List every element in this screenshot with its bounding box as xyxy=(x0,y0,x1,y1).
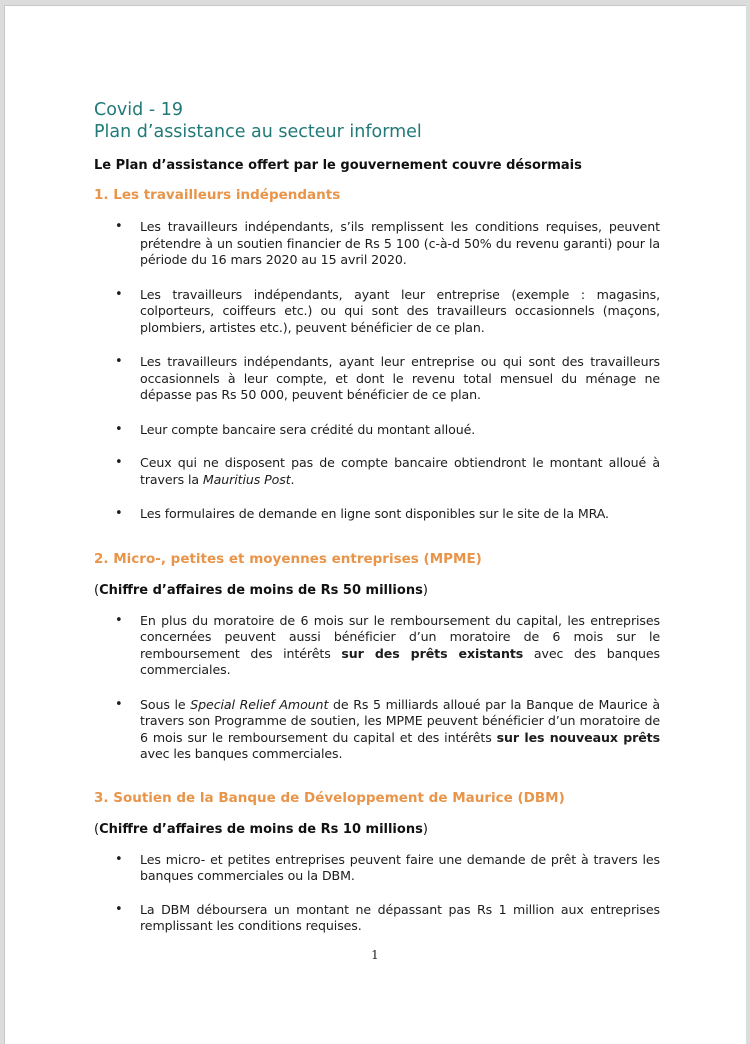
list-item xyxy=(94,613,660,679)
document-title-line2: Plan d’assistance au secteur informel xyxy=(94,122,422,142)
list-item-bold: sur des prêts existants xyxy=(341,645,524,661)
list-item-text: En plus du moratoire de 6 mois sur le remboursement du capital, les entreprises concernées peuvent aussi bénéficier d’un moratoire de 6 mois sur le remboursement des intérêts xyxy=(140,612,660,661)
document-title-line1: Covid - 19 xyxy=(94,100,183,120)
paren-close: ) xyxy=(422,821,428,837)
section-heading-3: 3. Soutien de la Banque de Développement de Maurice (DBM) xyxy=(94,789,565,806)
list-item: • Les travailleurs indépendants, ayant leur entreprise ou qui sont des travailleurs occasionnels à leur compte, et dont le revenu total mensuel du ménage ne dépasse pas Rs 50 000, peuvent bénéficier de ce plan. xyxy=(94,354,660,404)
list-item: • La DBM déboursera un montant ne dépassant pas Rs 1 million aux entreprises remplissant les conditions requises. xyxy=(94,902,660,935)
section-2-subheading xyxy=(94,583,660,598)
list-item xyxy=(94,697,660,763)
list-item-text: Sous le xyxy=(140,696,191,712)
intro-statement: Le Plan d’assistance offert par le gouvernement couvre désormais xyxy=(94,158,582,173)
list-item-text: Ceux qui ne disposent pas de compte bancaire obtiendront le montant alloué à travers la xyxy=(140,455,660,487)
turnover-threshold: Chiffre d’affaires de moins de Rs 10 millions xyxy=(99,821,423,837)
list-item: • Les micro- et petites entreprises peuvent faire une demande de prêt à travers les banques commerciales ou la DBM. xyxy=(94,852,660,885)
section-1-list xyxy=(94,219,660,523)
list-item: • Les travailleurs indépendants, ayant leur entreprise (exemple : magasins, colporteurs, coiffeurs etc.) ou qui sont des travailleurs occasionnels (maçons, plombiers, artistes etc.), peuvent bénéficier de ce plan. xyxy=(94,287,660,337)
list-item: • Les formulaires de demande en ligne sont disponibles sur le site de la MRA. xyxy=(94,506,660,523)
paren-open: ( xyxy=(94,821,100,837)
section-2-list xyxy=(94,613,660,763)
list-item-text: avec les banques commerciales. xyxy=(140,746,343,761)
list-item xyxy=(94,455,660,488)
page-content xyxy=(94,99,660,935)
section-3-subheading xyxy=(94,822,660,837)
list-item-text: . xyxy=(290,471,295,487)
list-item: • Les travailleurs indépendants, s’ils remplissent les conditions requises, peuvent prétendre à un soutien financier de Rs 5 100 (c-à-d 50% du revenu garanti) pour la période du 16 mars 2020 au 15 avril 2020. xyxy=(94,219,660,269)
section-3-list xyxy=(94,852,660,935)
list-item-text: de Rs 5 milliards alloué par la Banque de Maurice à travers son Programme de soutien, les MPME peuvent bénéficier d’un moratoire de 6 mois sur le remboursement du capital et des intérêts xyxy=(140,696,661,745)
turnover-threshold: Chiffre d’affaires de moins de Rs 50 millions xyxy=(99,582,423,598)
document-page xyxy=(4,5,746,1044)
list-item-text: avec des banques commerciales. xyxy=(140,645,660,677)
paren-open: ( xyxy=(94,582,100,598)
list-item-italic: Special Relief Amount xyxy=(190,696,329,712)
section-heading-1: 1. Les travailleurs indépendants xyxy=(94,187,341,203)
page-number: 1 xyxy=(371,948,379,962)
list-item-italic: Mauritius Post xyxy=(202,471,291,487)
section-heading-2: 2. Micro-, petites et moyennes entreprises (MPME) xyxy=(94,550,482,567)
list-item: • Leur compte bancaire sera crédité du montant alloué. xyxy=(94,422,660,439)
list-item-bold: sur les nouveaux prêts xyxy=(496,729,660,745)
paren-close: ) xyxy=(422,582,428,598)
